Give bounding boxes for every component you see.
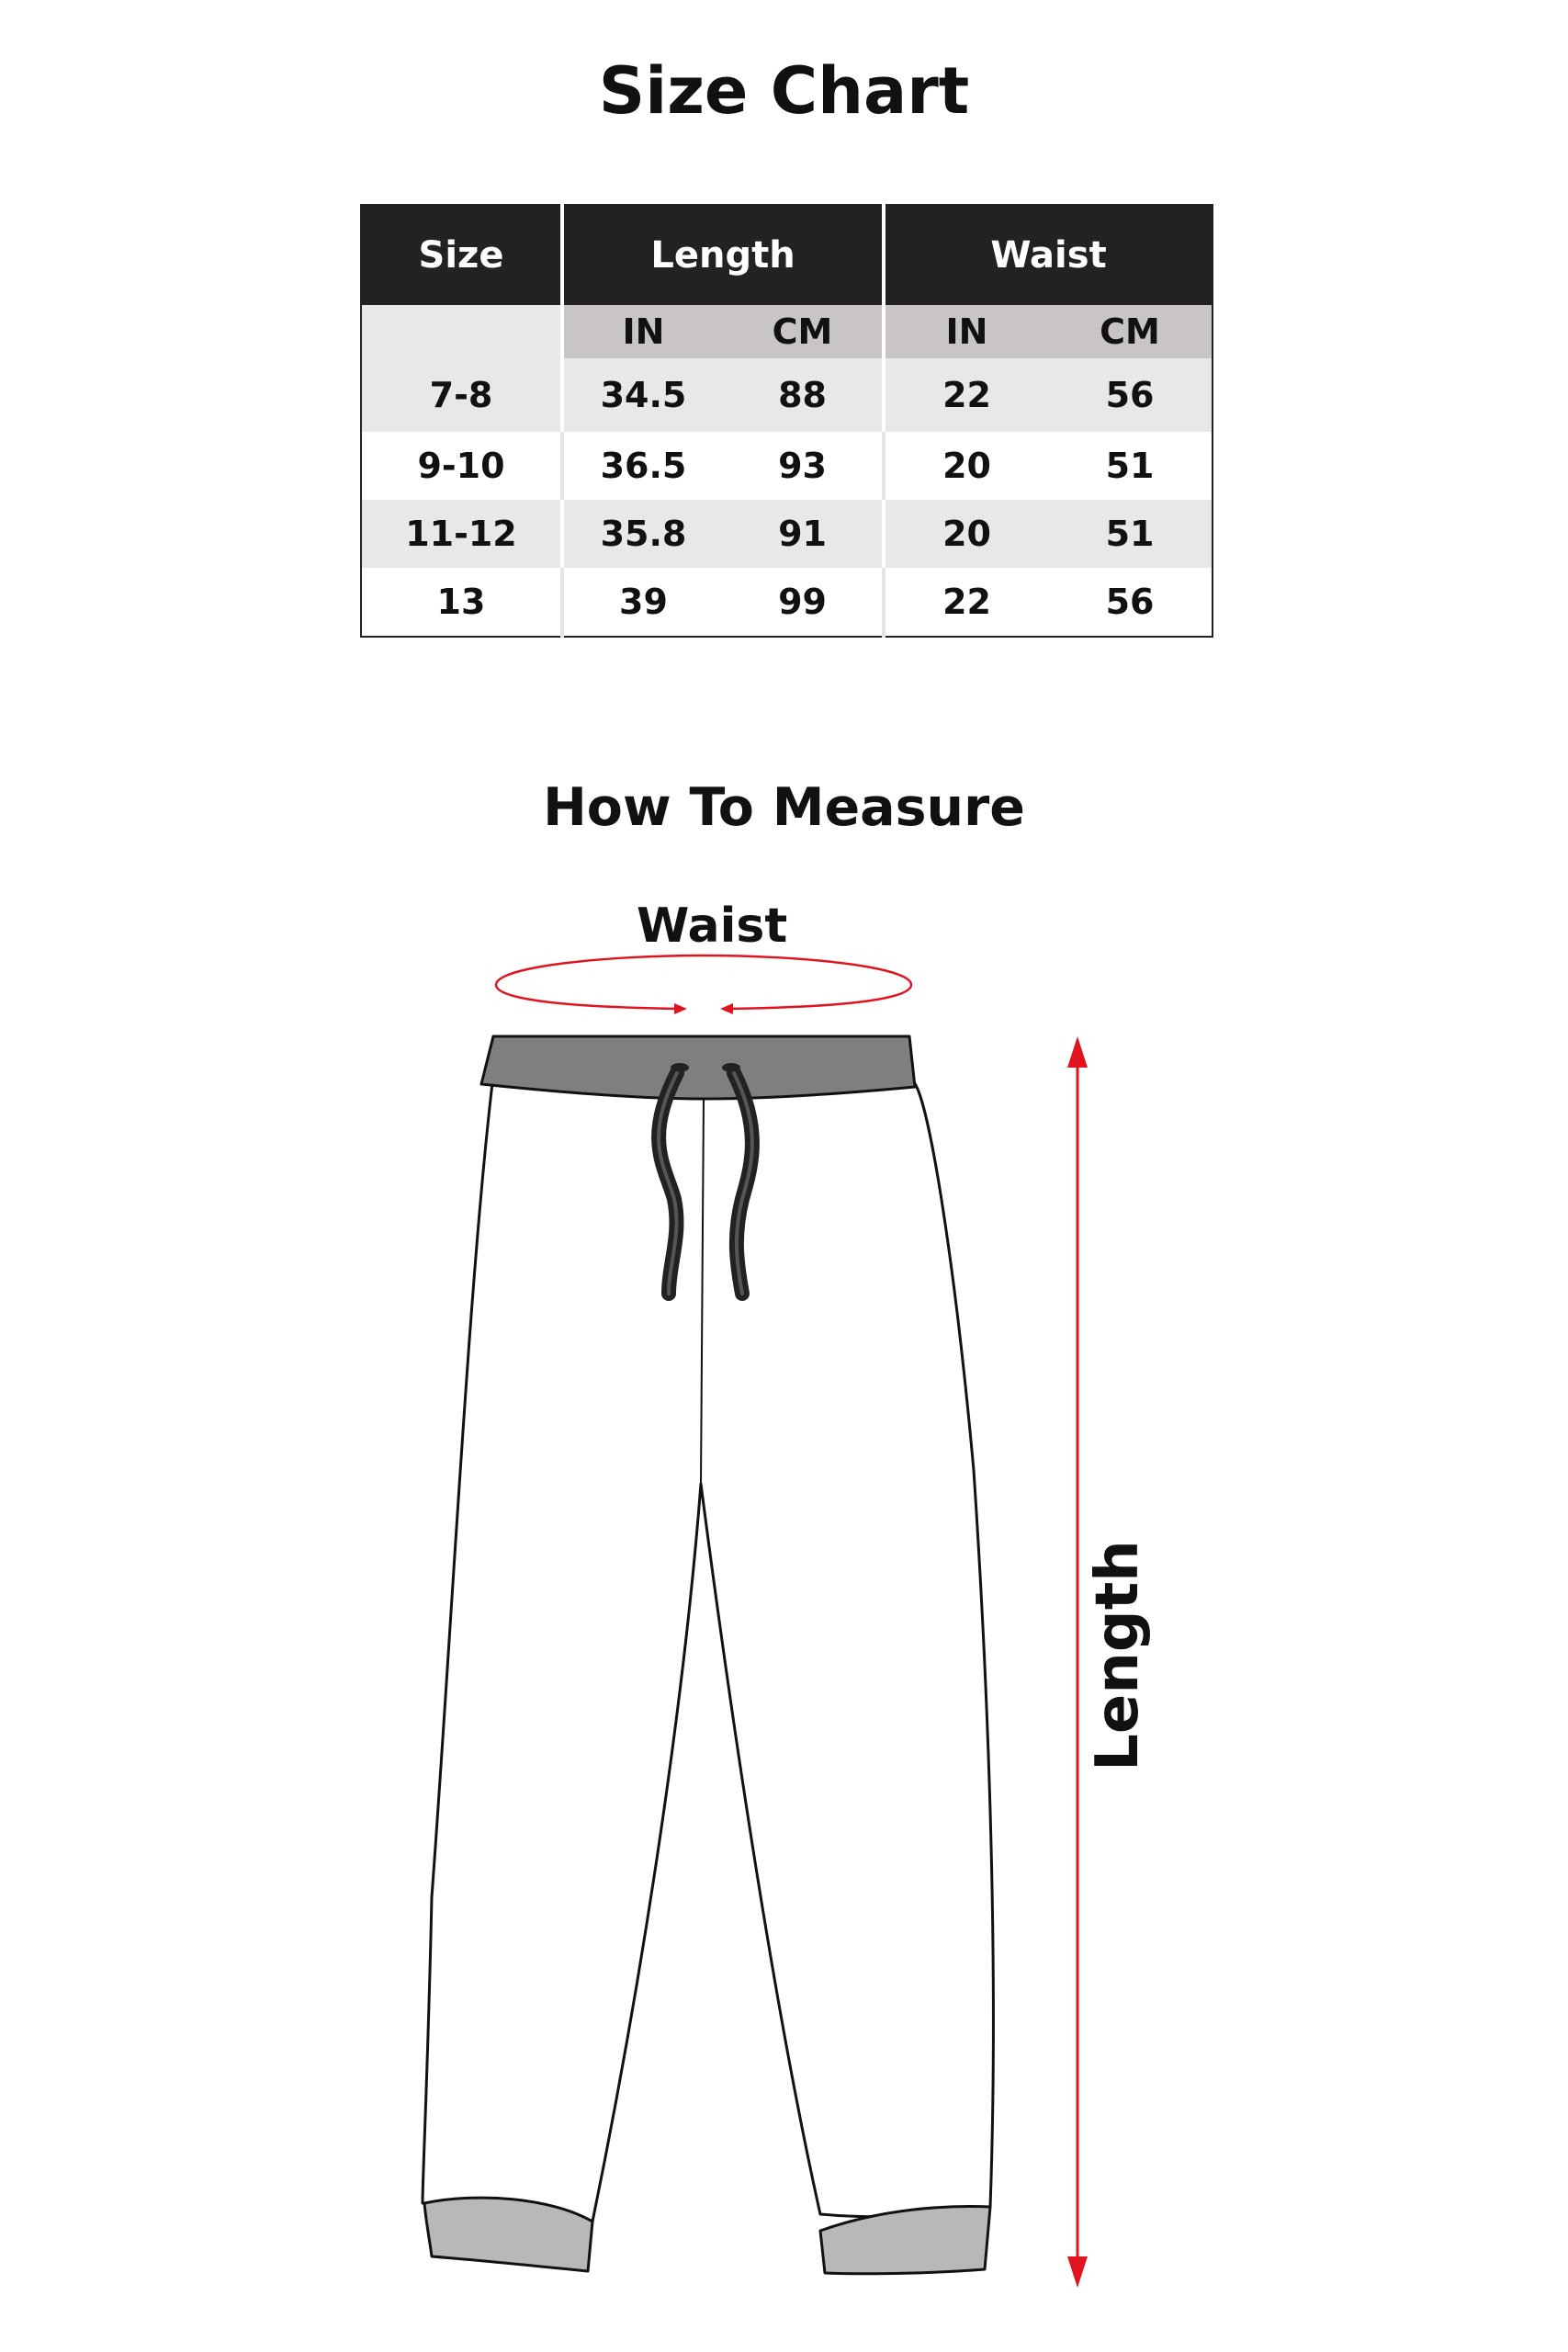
cell-size: 11-12 (361, 500, 562, 568)
how-to-measure-title: How To Measure (543, 777, 1025, 838)
header-waist: Waist (884, 205, 1213, 305)
unit-waist-cm: CM (1048, 305, 1213, 358)
cell-waist-cm: 51 (1048, 500, 1213, 568)
waist-label: Waist (637, 899, 788, 954)
cell-length-in: 35.8 (562, 500, 723, 568)
cell-length-cm: 88 (723, 358, 884, 432)
cell-size: 7-8 (361, 358, 562, 432)
page-title: Size Chart (598, 53, 970, 129)
cell-waist-cm: 56 (1048, 568, 1213, 637)
waist-measure-arrow-icon (496, 956, 911, 1014)
unit-waist-in: IN (884, 305, 1048, 358)
header-size: Size (361, 205, 562, 305)
cell-length-in: 39 (562, 568, 723, 637)
unit-length-cm: CM (723, 305, 884, 358)
pants-outline-icon (423, 1036, 993, 2274)
cell-size: 9-10 (361, 432, 562, 500)
unit-length-in: IN (562, 305, 723, 358)
cell-length-in: 34.5 (562, 358, 723, 432)
cell-length-cm: 93 (723, 432, 884, 500)
cell-waist-in: 22 (884, 358, 1048, 432)
cell-waist-in: 20 (884, 500, 1048, 568)
cell-size: 13 (361, 568, 562, 637)
cell-waist-cm: 51 (1048, 432, 1213, 500)
cell-waist-in: 22 (884, 568, 1048, 637)
header-length: Length (562, 205, 884, 305)
cell-length-cm: 99 (723, 568, 884, 637)
length-label: Length (1084, 1540, 1152, 1771)
cell-length-cm: 91 (723, 500, 884, 568)
cell-length-in: 36.5 (562, 432, 723, 500)
cell-waist-in: 20 (884, 432, 1048, 500)
cell-waist-cm: 56 (1048, 358, 1213, 432)
